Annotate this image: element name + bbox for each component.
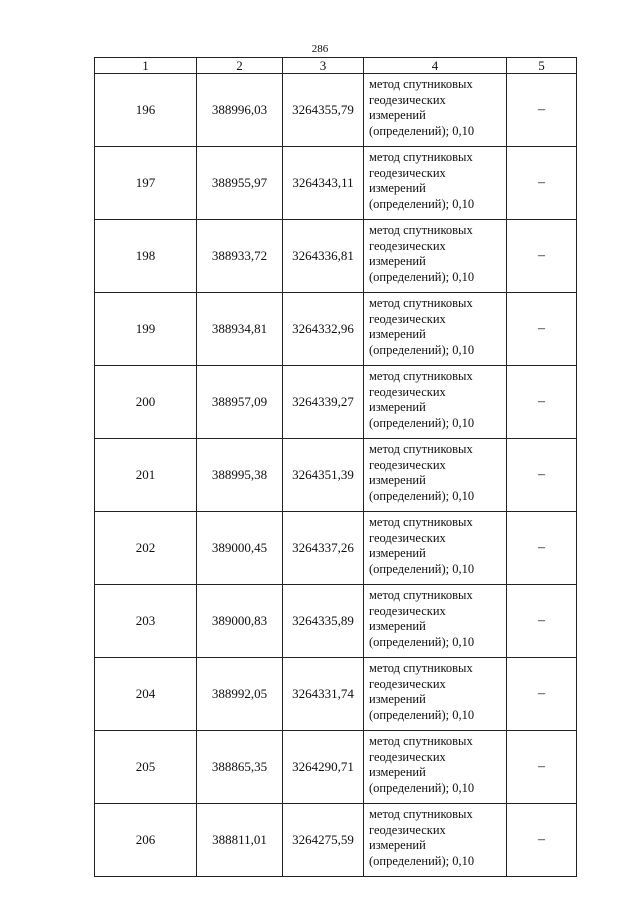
header-cell-2: 2 — [197, 58, 283, 74]
method-line: геодезических — [369, 92, 446, 107]
y-coordinate-cell: 3264351,39 — [283, 439, 364, 512]
x-coordinate-cell: 388957,09 — [197, 366, 283, 439]
method-line: геодезических — [369, 530, 446, 545]
table-row — [95, 731, 577, 804]
method-line: метод спутниковых — [369, 807, 473, 821]
header-cell-3: 3 — [283, 58, 364, 74]
point-number-cell: 201 — [95, 439, 197, 512]
method-cell — [364, 804, 507, 877]
method-line: (определений); 0,10 — [369, 123, 475, 138]
method-line: метод спутниковых — [369, 223, 473, 237]
y-coordinate-cell: 3264337,26 — [283, 512, 364, 585]
y-coordinate-cell: 3264336,81 — [283, 220, 364, 293]
x-coordinate-cell: 389000,83 — [197, 585, 283, 658]
method-line: (определений); 0,10 — [369, 342, 475, 357]
method-line: геодезических — [369, 165, 446, 180]
method-line: геодезических — [369, 384, 446, 399]
method-line: метод спутниковых — [369, 442, 473, 456]
column-5-cell: – — [507, 366, 577, 439]
x-coordinate-cell: 389000,45 — [197, 512, 283, 585]
x-coordinate-cell: 388955,97 — [197, 147, 283, 220]
point-number-cell: 206 — [95, 804, 197, 877]
method-cell — [364, 293, 507, 366]
method-line: (определений); 0,10 — [369, 707, 475, 722]
table-row — [95, 658, 577, 731]
y-coordinate-cell: 3264343,11 — [283, 147, 364, 220]
method-line: геодезических — [369, 457, 446, 472]
method-line: геодезических — [369, 311, 446, 326]
method-line: измерений — [369, 765, 426, 779]
point-number-cell: 199 — [95, 293, 197, 366]
method-line: измерений — [369, 400, 426, 414]
method-cell — [364, 147, 507, 220]
method-cell — [364, 439, 507, 512]
method-line: измерений — [369, 473, 426, 487]
table-row — [95, 147, 577, 220]
method-line: (определений); 0,10 — [369, 196, 475, 211]
point-number-cell: 203 — [95, 585, 197, 658]
method-line: измерений — [369, 254, 426, 268]
table-row — [95, 220, 577, 293]
column-5-cell: – — [507, 731, 577, 804]
method-cell — [364, 220, 507, 293]
table-row — [95, 74, 577, 147]
column-5-cell: – — [507, 658, 577, 731]
method-cell — [364, 366, 507, 439]
column-5-cell: – — [507, 147, 577, 220]
table-row — [95, 804, 577, 877]
method-line: метод спутниковых — [369, 661, 473, 675]
method-line: геодезических — [369, 749, 446, 764]
coordinates-table — [94, 57, 577, 877]
x-coordinate-cell: 388995,38 — [197, 439, 283, 512]
x-coordinate-cell: 388811,01 — [197, 804, 283, 877]
method-cell — [364, 658, 507, 731]
point-number-cell: 205 — [95, 731, 197, 804]
method-line: (определений); 0,10 — [369, 488, 475, 503]
point-number-cell: 197 — [95, 147, 197, 220]
column-5-cell: – — [507, 74, 577, 147]
x-coordinate-cell: 388933,72 — [197, 220, 283, 293]
x-coordinate-cell: 388865,35 — [197, 731, 283, 804]
column-5-cell: – — [507, 220, 577, 293]
method-line: геодезических — [369, 822, 446, 837]
method-line: метод спутниковых — [369, 588, 473, 602]
method-line: измерений — [369, 838, 426, 852]
method-cell — [364, 512, 507, 585]
y-coordinate-cell: 3264290,71 — [283, 731, 364, 804]
method-line: измерений — [369, 181, 426, 195]
method-line: (определений); 0,10 — [369, 415, 475, 430]
table-row — [95, 366, 577, 439]
table-row — [95, 585, 577, 658]
point-number-cell: 196 — [95, 74, 197, 147]
header-cell-4: 4 — [364, 58, 507, 74]
method-line: измерений — [369, 108, 426, 122]
header-row — [95, 58, 577, 74]
method-cell — [364, 585, 507, 658]
method-line: геодезических — [369, 238, 446, 253]
y-coordinate-cell: 3264275,59 — [283, 804, 364, 877]
method-line: (определений); 0,10 — [369, 561, 475, 576]
column-5-cell: – — [507, 439, 577, 512]
column-5-cell: – — [507, 585, 577, 658]
point-number-cell: 200 — [95, 366, 197, 439]
column-5-cell: – — [507, 293, 577, 366]
method-line: метод спутниковых — [369, 734, 473, 748]
method-line: измерений — [369, 546, 426, 560]
table-row — [95, 439, 577, 512]
method-line: (определений); 0,10 — [369, 634, 475, 649]
method-line: геодезических — [369, 676, 446, 691]
x-coordinate-cell: 388996,03 — [197, 74, 283, 147]
header-cell-5: 5 — [507, 58, 577, 74]
y-coordinate-cell: 3264331,74 — [283, 658, 364, 731]
y-coordinate-cell: 3264332,96 — [283, 293, 364, 366]
method-cell — [364, 74, 507, 147]
method-line: (определений); 0,10 — [369, 269, 475, 284]
table-row — [95, 512, 577, 585]
method-line: геодезических — [369, 603, 446, 618]
method-cell — [364, 731, 507, 804]
method-line: измерений — [369, 327, 426, 341]
table-row — [95, 293, 577, 366]
point-number-cell: 198 — [95, 220, 197, 293]
column-5-cell: – — [507, 804, 577, 877]
y-coordinate-cell: 3264339,27 — [283, 366, 364, 439]
method-line: измерений — [369, 619, 426, 633]
method-line: измерений — [369, 692, 426, 706]
method-line: метод спутниковых — [369, 150, 473, 164]
column-5-cell: – — [507, 512, 577, 585]
x-coordinate-cell: 388992,05 — [197, 658, 283, 731]
method-line: метод спутниковых — [369, 515, 473, 529]
y-coordinate-cell: 3264335,89 — [283, 585, 364, 658]
page-number: 286 — [311, 43, 329, 55]
x-coordinate-cell: 388934,81 — [197, 293, 283, 366]
method-line: метод спутниковых — [369, 77, 473, 91]
method-line: метод спутниковых — [369, 369, 473, 383]
header-cell-1: 1 — [95, 58, 197, 74]
method-line: метод спутниковых — [369, 296, 473, 310]
method-line: (определений); 0,10 — [369, 780, 475, 795]
method-line: (определений); 0,10 — [369, 853, 475, 868]
table-body — [95, 74, 577, 877]
y-coordinate-cell: 3264355,79 — [283, 74, 364, 147]
point-number-cell: 202 — [95, 512, 197, 585]
point-number-cell: 204 — [95, 658, 197, 731]
